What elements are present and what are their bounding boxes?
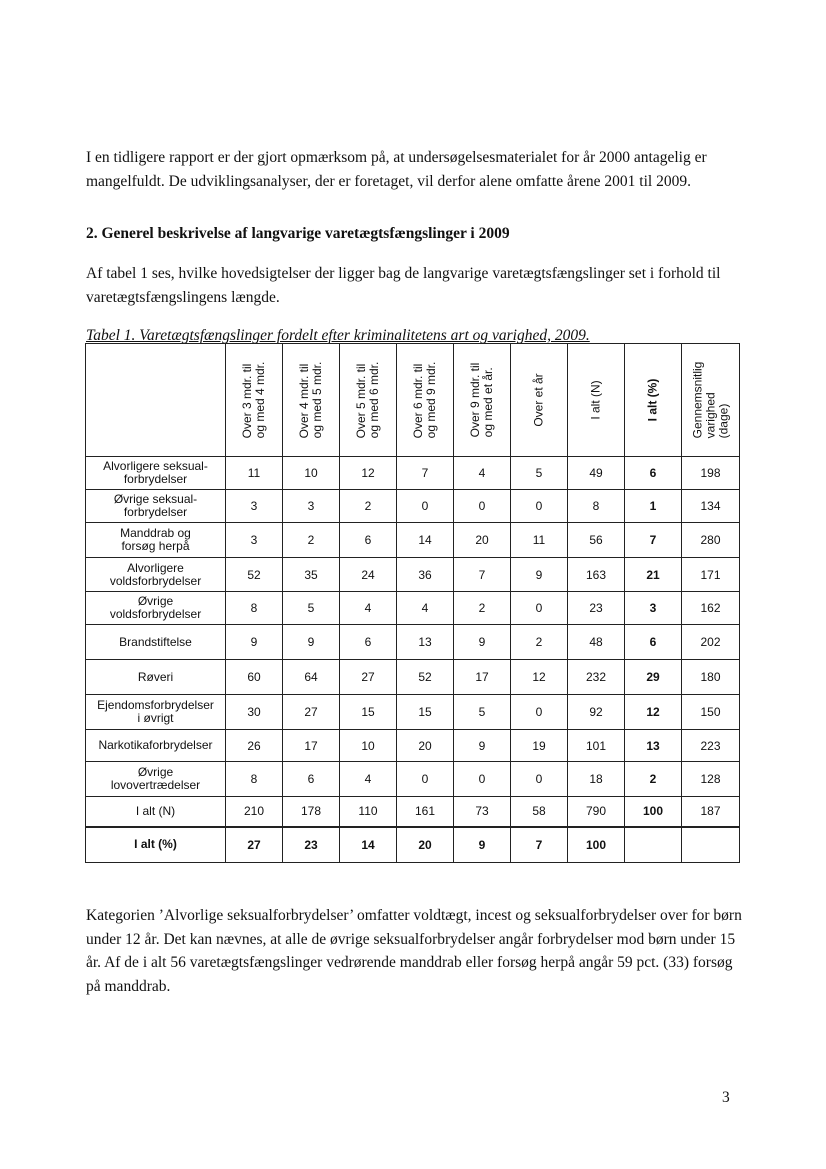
table-cell: 9 — [283, 625, 340, 660]
table-cell: 150 — [682, 695, 740, 730]
table-cell: 198 — [682, 457, 740, 490]
table-cell: 8 — [568, 490, 625, 523]
section-heading: 2. Generel beskrivelse af langvarige varetægtsfængslinger i 2009 — [86, 225, 510, 242]
table-cell: 101 — [568, 730, 625, 762]
table-row — [86, 797, 740, 827]
table-cell: 4 — [340, 592, 397, 625]
table-cell: 27 — [340, 660, 397, 695]
table-cell: 0 — [397, 762, 454, 797]
table-cell: 27 — [226, 827, 283, 863]
table-cell: 2 — [511, 625, 568, 660]
table-cell: 58 — [511, 797, 568, 827]
table-cell — [682, 827, 740, 863]
closing-paragraph: Kategorien ’Alvorlige seksualforbrydelser’ omfatter voldtægt, incest og seksualforbrydelser over for børn under 12 år. Det kan nævnes, at alle de øvrige seksualforbrydelser angår forbrydelser mod børn under 15 år. Af de i alt 56 varetægtsfængslinger vedrørende manddrab eller forsøg herpå angår 59 pct. (33) forsøg på manddrab. — [86, 907, 742, 995]
table-cell: 11 — [226, 457, 283, 490]
table-row — [86, 490, 740, 523]
table-cell: 20 — [397, 730, 454, 762]
row-label: Alvorligere seksual- forbrydelser — [86, 457, 226, 490]
table-cell: 178 — [283, 797, 340, 827]
row-label: Ejendomsforbrydelser i øvrigt — [86, 695, 226, 730]
table-cell: 60 — [226, 660, 283, 695]
table-cell: 163 — [568, 558, 625, 592]
table-cell: 180 — [682, 660, 740, 695]
table-caption: Tabel 1. Varetægtsfængslinger fordelt efter kriminalitetens art og varighed, 2009. — [86, 327, 590, 344]
table-row — [86, 660, 740, 695]
table-cell: 9 — [454, 827, 511, 863]
table-cell: 223 — [682, 730, 740, 762]
table-cell: 8 — [226, 762, 283, 797]
table-cell: 134 — [682, 490, 740, 523]
row-label: Narkotikaforbrydelser — [86, 730, 226, 762]
table-cell: 9 — [454, 730, 511, 762]
table-cell: 2 — [283, 523, 340, 558]
table-cell: 7 — [454, 558, 511, 592]
table-cell: 232 — [568, 660, 625, 695]
row-label: I alt (N) — [86, 797, 226, 827]
table-cell: 92 — [568, 695, 625, 730]
table-cell: 0 — [511, 695, 568, 730]
table-cell: 15 — [397, 695, 454, 730]
table-cell: 7 — [511, 827, 568, 863]
header-cell: Over 3 mdr. til og med 4 mdr. — [226, 344, 283, 457]
header-blank — [86, 344, 226, 457]
header-cell: Over 4 mdr. til og med 5 mdr. — [283, 344, 340, 457]
table-cell: 52 — [226, 558, 283, 592]
table-cell: 30 — [226, 695, 283, 730]
table-cell: 0 — [397, 490, 454, 523]
table-cell: 3 — [226, 523, 283, 558]
row-label: Øvrige seksual- forbrydelser — [86, 490, 226, 523]
table-cell: 3 — [226, 490, 283, 523]
table-cell: 23 — [568, 592, 625, 625]
table-cell: 29 — [625, 660, 682, 695]
table-cell: 9 — [226, 625, 283, 660]
table-cell: 12 — [511, 660, 568, 695]
table-cell: 4 — [454, 457, 511, 490]
table-row — [86, 592, 740, 625]
table-cell: 161 — [397, 797, 454, 827]
table-cell: 27 — [283, 695, 340, 730]
table-cell: 6 — [340, 523, 397, 558]
header-cell: Over 6 mdr. til og med 9 mdr. — [397, 344, 454, 457]
table-cell: 10 — [340, 730, 397, 762]
table-cell: 17 — [454, 660, 511, 695]
table-row — [86, 523, 740, 558]
table-cell: 13 — [625, 730, 682, 762]
table-cell: 0 — [511, 762, 568, 797]
header-cell: I alt (%) — [625, 344, 682, 457]
table-cell: 0 — [454, 490, 511, 523]
table-cell: 49 — [568, 457, 625, 490]
table-cell: 48 — [568, 625, 625, 660]
table-cell: 4 — [340, 762, 397, 797]
table-cell: 10 — [283, 457, 340, 490]
table-cell: 128 — [682, 762, 740, 797]
row-label: Øvrige voldsforbrydelser — [86, 592, 226, 625]
table-cell: 56 — [568, 523, 625, 558]
table-cell: 11 — [511, 523, 568, 558]
crime-duration-table — [85, 343, 740, 863]
header-cell: Gennemsnitlig varighed (dage) — [682, 344, 740, 457]
row-label: Manddrab og forsøg herpå — [86, 523, 226, 558]
table-row — [86, 827, 740, 863]
table-cell: 9 — [511, 558, 568, 592]
table-cell: 6 — [625, 625, 682, 660]
table-cell: 24 — [340, 558, 397, 592]
header-cell: Over 5 mdr. til og med 6 mdr. — [340, 344, 397, 457]
table-cell: 8 — [226, 592, 283, 625]
table-cell: 64 — [283, 660, 340, 695]
table-row — [86, 695, 740, 730]
table-row — [86, 625, 740, 660]
header-cell: Over 9 mdr. til og med et år. — [454, 344, 511, 457]
table-cell: 0 — [511, 490, 568, 523]
table-cell: 14 — [397, 523, 454, 558]
table-cell: 187 — [682, 797, 740, 827]
table-cell: 15 — [340, 695, 397, 730]
row-label: I alt (%) — [86, 827, 226, 863]
table-cell: 171 — [682, 558, 740, 592]
table-cell: 2 — [625, 762, 682, 797]
table-cell: 110 — [340, 797, 397, 827]
table-cell: 6 — [283, 762, 340, 797]
table-cell: 14 — [340, 827, 397, 863]
table-cell: 5 — [454, 695, 511, 730]
table-cell: 0 — [511, 592, 568, 625]
table-header-row — [86, 344, 740, 457]
table-cell: 790 — [568, 797, 625, 827]
table-cell: 18 — [568, 762, 625, 797]
intro-paragraph: I en tidligere rapport er der gjort opmærksom på, at undersøgelsesmaterialet for år 2000 antagelig er mangelfuldt. De udviklingsanalyser, der er foretaget, vil derfor alene omfatte årene 2001 til 2009. — [86, 149, 707, 190]
table-cell: 13 — [397, 625, 454, 660]
table-cell: 73 — [454, 797, 511, 827]
section-paragraph: Af tabel 1 ses, hvilke hovedsigtelser der ligger bag de langvarige varetægtsfængslinger set i forhold til varetægtsfængslingens længde. — [86, 265, 721, 306]
table-cell: 7 — [625, 523, 682, 558]
table-cell: 100 — [568, 827, 625, 863]
table-cell: 20 — [454, 523, 511, 558]
table-row — [86, 762, 740, 797]
table-cell: 17 — [283, 730, 340, 762]
table-cell: 6 — [340, 625, 397, 660]
table-cell: 7 — [397, 457, 454, 490]
table-cell: 4 — [397, 592, 454, 625]
table-cell — [625, 827, 682, 863]
table-cell: 23 — [283, 827, 340, 863]
table-cell: 162 — [682, 592, 740, 625]
row-label: Alvorligere voldsforbrydelser — [86, 558, 226, 592]
table-cell: 19 — [511, 730, 568, 762]
table-cell: 280 — [682, 523, 740, 558]
table-cell: 9 — [454, 625, 511, 660]
table-cell: 12 — [625, 695, 682, 730]
table-row — [86, 730, 740, 762]
table-cell: 36 — [397, 558, 454, 592]
row-label: Røveri — [86, 660, 226, 695]
table-row — [86, 457, 740, 490]
table-cell: 3 — [625, 592, 682, 625]
page-number: 3 — [722, 1089, 730, 1106]
table-cell: 26 — [226, 730, 283, 762]
table-cell: 5 — [283, 592, 340, 625]
row-label: Øvrige lovovertrædelser — [86, 762, 226, 797]
table-cell: 12 — [340, 457, 397, 490]
table-row — [86, 558, 740, 592]
table-cell: 3 — [283, 490, 340, 523]
table-cell: 2 — [454, 592, 511, 625]
table-cell: 35 — [283, 558, 340, 592]
table-cell: 52 — [397, 660, 454, 695]
table-cell: 1 — [625, 490, 682, 523]
table-cell: 5 — [511, 457, 568, 490]
table-cell: 20 — [397, 827, 454, 863]
table-cell: 202 — [682, 625, 740, 660]
table-cell: 2 — [340, 490, 397, 523]
table-cell: 0 — [454, 762, 511, 797]
table-cell: 21 — [625, 558, 682, 592]
header-cell: I alt (N) — [568, 344, 625, 457]
table-cell: 6 — [625, 457, 682, 490]
header-cell: Over et år — [511, 344, 568, 457]
table-cell: 210 — [226, 797, 283, 827]
table-cell: 100 — [625, 797, 682, 827]
row-label: Brandstiftelse — [86, 625, 226, 660]
